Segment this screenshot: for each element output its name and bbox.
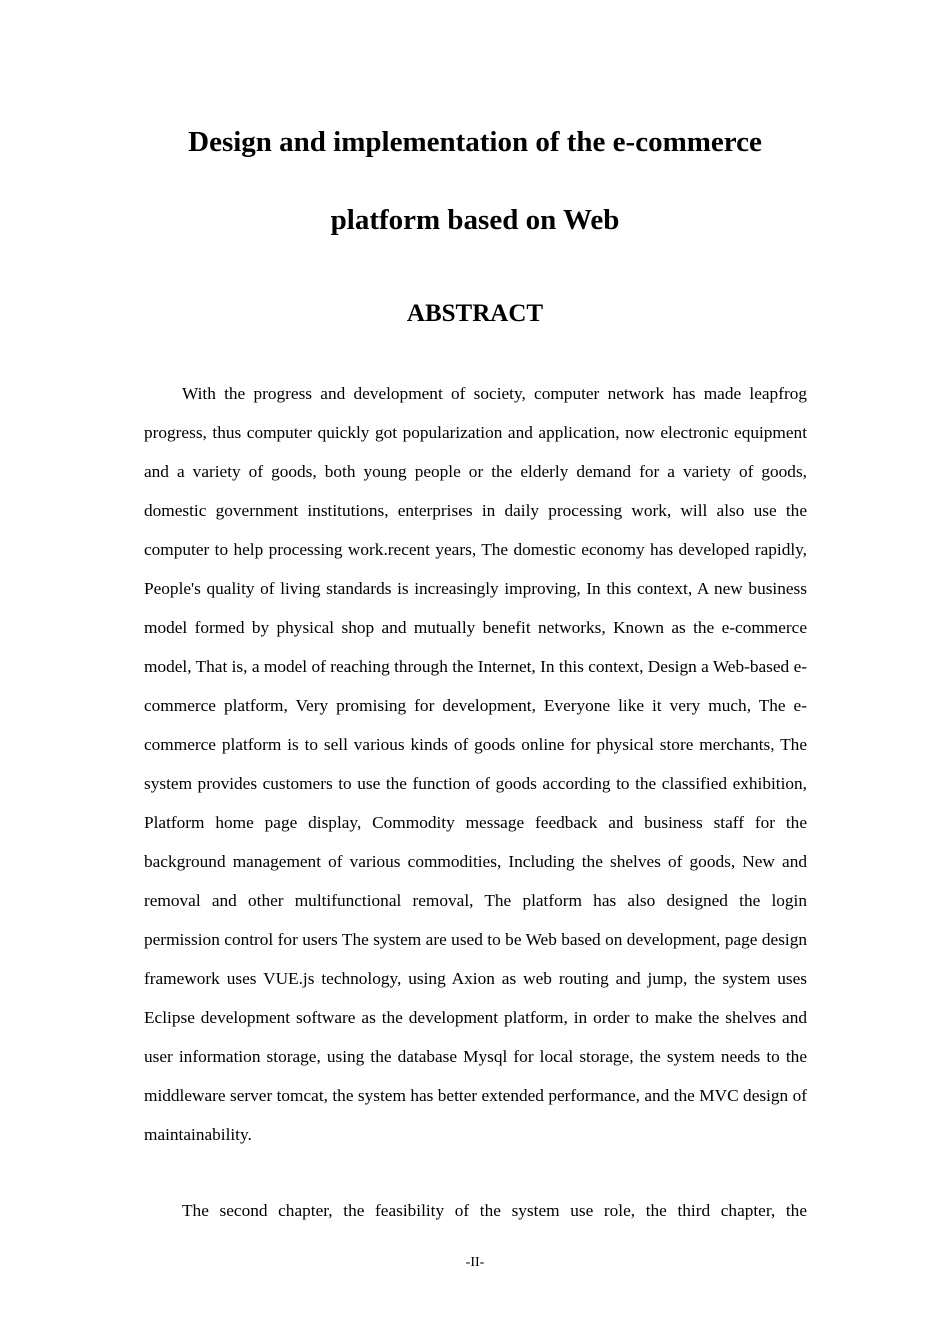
page-number: -II- [465, 1255, 485, 1270]
title-line-1: Design and implementation of the e-commerce [188, 126, 762, 158]
title-line-2: platform based on Web [330, 204, 620, 236]
abstract-paragraph-2: The second chapter, the feasibility of the system use role, the third chapter, the [182, 1201, 807, 1220]
abstract-heading: ABSTRACT [406, 300, 544, 327]
abstract-paragraph-1: With the progress and development of society, computer network has made leapfrog progress, thus computer quickly got popularization and application, now electronic equipment and a variety of goods, both young people or the elderly demand for a variety of goods, domestic government institutions, enterprises in daily processing work, will also use the computer to help processing work.recent years, The domestic economy has developed rapidly, People's quality of living standards is increasingly improving, In this context, A new business model formed by physical shop and mutually benefit networks, Known as the e-commerce model, That is, a model of reaching through the Internet, In this context, Design a Web-based e-commerce platform, Very promising for development, Everyone like it very much, The e-commerce platform is to sell various kinds of goods online for physical store merchants, The system provides customers to use the function of goods according to the classified exhibition, Platform home page display, Commodity message feedback and business staff for the background management of various commodities, Including the shelves of goods, New and removal and other multifunctional removal, The platform has also designed the login permission control for users The system are used to be Web based on development, page design framework uses VUE.js technology, using Axion as web routing and jump, the system uses Eclipse development software as the development platform, in order to make the shelves and user information storage, using the database Mysql for local storage, the system needs to the middleware server tomcat, the system has better extended performance, and the MVC design of maintainability. [144, 384, 807, 1144]
